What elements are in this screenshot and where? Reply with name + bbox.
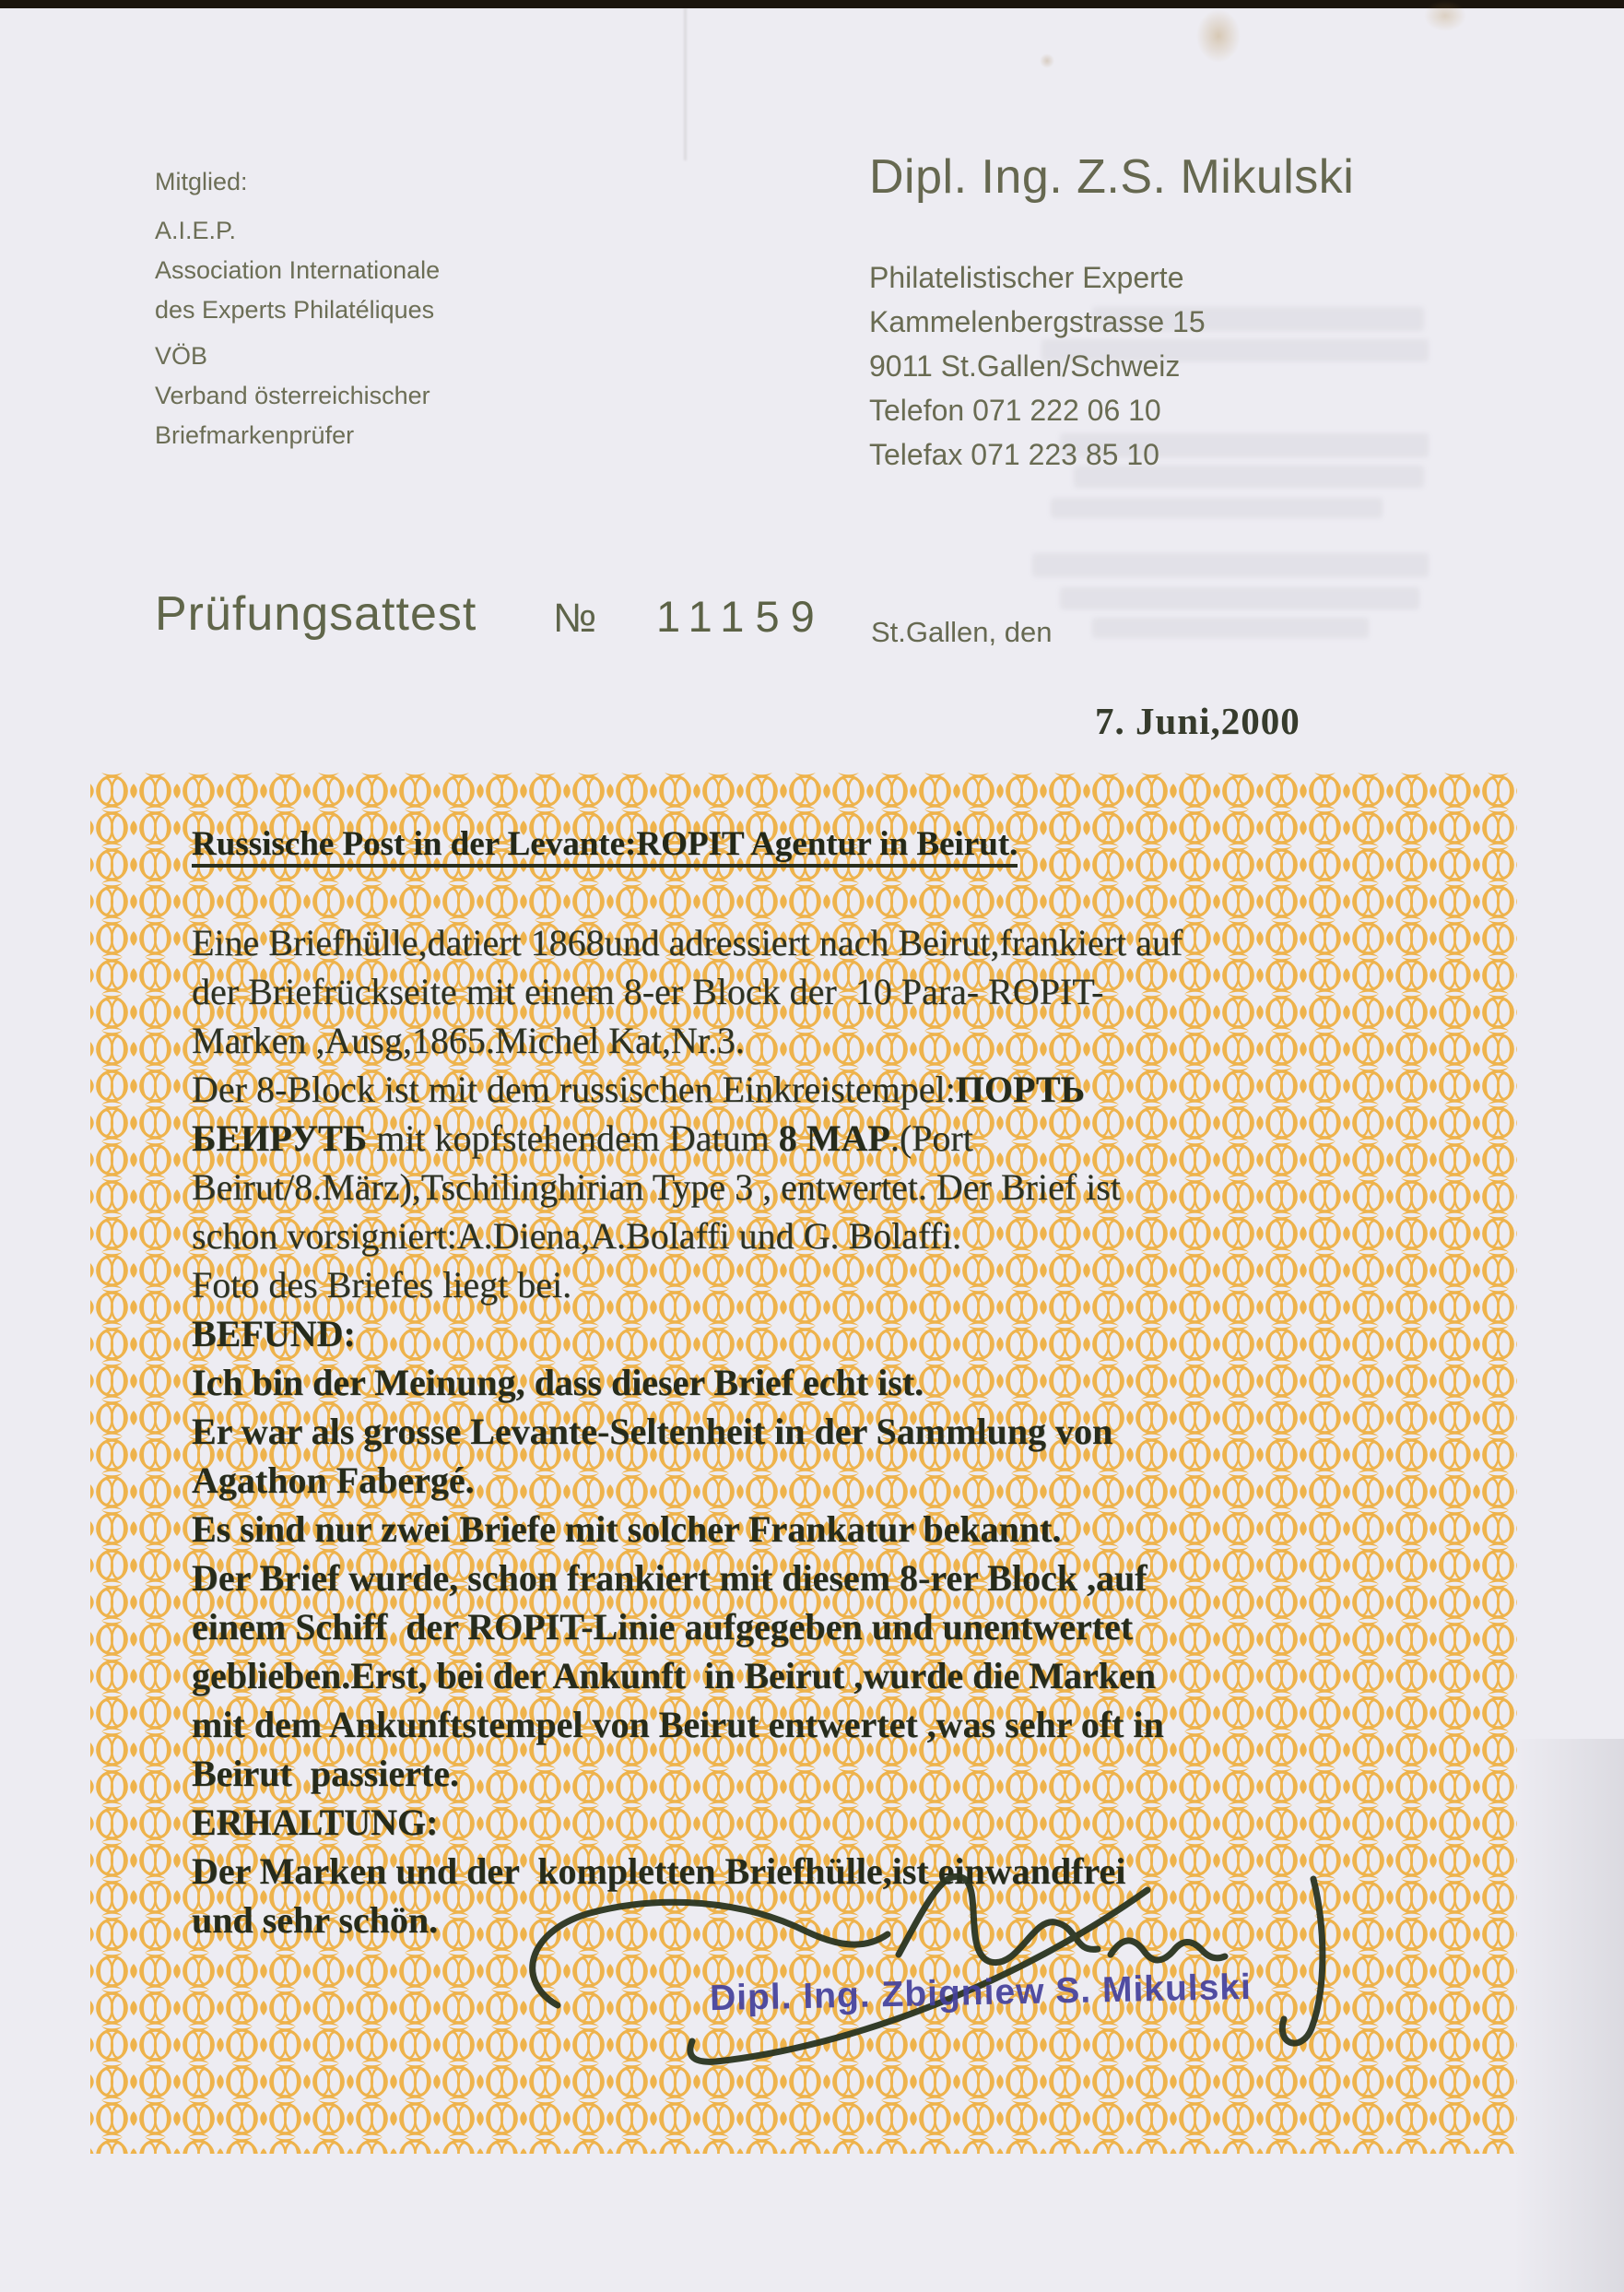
certificate-body (192, 822, 1445, 1944)
signature-name-stamp: Dipl. Ing. Zbigniew S. Mikulski (709, 1967, 1253, 2019)
body-line: Der 8-Block ist mit dem russischen Einkreistempel:ПОРТЬ (192, 1069, 1086, 1110)
expert-detail-line: 9011 St.Gallen/Schweiz (869, 349, 1181, 383)
paper-crease (684, 8, 687, 160)
paper-stain (1196, 9, 1241, 63)
membership-block (155, 162, 440, 455)
body-line: einem Schiff der ROPIT-Linie aufgegeben und unentwertet (192, 1606, 1134, 1648)
scan-shadow (1513, 1739, 1624, 2292)
expert-detail-line: Philatelistischer Experte (869, 261, 1184, 294)
body-line: Er war als grosse Levante-Seltenheit in der Sammlung von (192, 1411, 1113, 1452)
expert-detail-line: Telefax 071 223 85 10 (869, 438, 1159, 471)
body-line: Der Marken und der kompletten Briefhülle,ist einwandfrei (192, 1850, 1126, 1892)
body-line: BEFUND: (192, 1313, 356, 1354)
membership-org-line: Association Internationale (155, 256, 441, 284)
certificate-place: St.Gallen, den (871, 616, 1053, 648)
paper-stain (1040, 53, 1054, 68)
bleed-through-text (1092, 618, 1369, 638)
body-line: Ich bin der Meinung, dass dieser Brief echt ist. (192, 1362, 924, 1403)
expert-detail-line: Kammelenbergstrasse 15 (869, 305, 1206, 338)
body-line: schon vorsigniert:A.Diena,A.Bolaffi und G. Bolaffi. (192, 1215, 962, 1257)
bleed-through-text (1060, 587, 1419, 609)
membership-org-line: A.I.E.P. (155, 217, 237, 244)
certificate-number: 11159 (656, 592, 826, 641)
expert-detail-line: Telefon 071 222 06 10 (869, 394, 1161, 427)
body-line: Beirut/8.März),Tschilinghirian Type 3 , entwertet. Der Brief ist (192, 1166, 1121, 1208)
body-line: Beirut passierte. (192, 1753, 459, 1794)
certificate-date: 7. Juni,2000 (1095, 700, 1300, 742)
membership-org-line: Briefmarkenprüfer (155, 421, 355, 449)
body-line: der Briefrückseite mit einem 8-er Block der 10 Para- ROPIT- (192, 971, 1104, 1012)
body-line: Es sind nur zwei Briefe mit solcher Frankatur bekannt. (192, 1508, 1062, 1550)
body-line: ERHALTUNG: (192, 1802, 439, 1843)
paper-stain (1424, 0, 1466, 31)
certificate-number-sign: № (553, 596, 597, 641)
signature-autograph (502, 1844, 1387, 2085)
certificate-title: Prüfungsattest (155, 587, 477, 641)
body-heading: Russische Post in der Levante:ROPIT Agentur in Beirut. (192, 822, 1445, 867)
expert-name: Dipl. Ing. Z.S. Mikulski (869, 150, 1355, 204)
body-line: Eine Briefhülle,datiert 1868und adressiert nach Beirut,frankiert auf (192, 922, 1183, 963)
body-line: Foto des Briefes liegt bei. (192, 1264, 572, 1305)
expert-letterhead (869, 150, 1354, 477)
body-line: БЕИРУТБ mit kopfstehendem Datum 8 МАР.(Port (192, 1117, 973, 1159)
bleed-through-text (1032, 553, 1429, 577)
body-line: Der Brief wurde, schon frankiert mit diesem 8-rer Block ,auf (192, 1557, 1147, 1599)
membership-org-line: des Experts Philatéliques (155, 296, 435, 324)
body-lines (192, 918, 1445, 1944)
body-line: Agathon Fabergé. (192, 1459, 475, 1501)
body-line: und sehr schön. (192, 1899, 439, 1941)
membership-org-line: Verband österreichischer (155, 382, 430, 409)
body-line: geblieben.Erst, bei der Ankunft in Beirut ,wurde die Marken (192, 1655, 1156, 1696)
body-line: mit dem Ankunftstempel von Beirut entwertet ,was sehr oft in (192, 1704, 1164, 1745)
body-line: Marken ,Ausg,1865.Michel Kat,Nr.3. (192, 1020, 745, 1061)
membership-label: Mitglied: (155, 168, 248, 195)
membership-org-line: VÖB (155, 342, 208, 370)
scan-edge (0, 0, 1624, 8)
bleed-through-text (1051, 498, 1383, 518)
